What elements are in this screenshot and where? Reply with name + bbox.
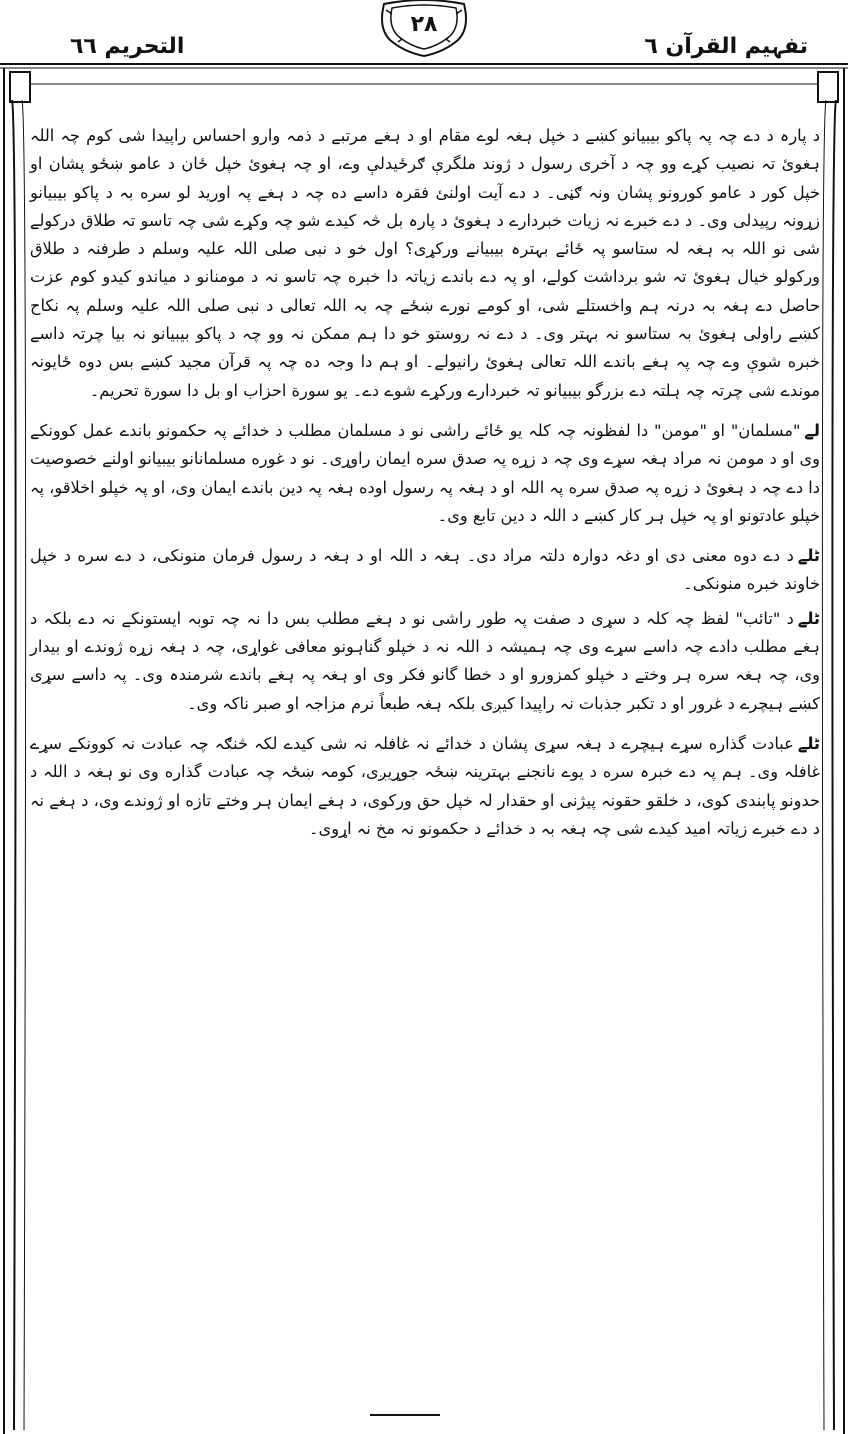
page-number: ٢٨ (410, 12, 438, 37)
footnote-text: "مسلمان" او "مومن" دا لفظونہ چہ کلہ یو ځائے راشی نو د مسلمان مطلب د خدائے پہ حکمونو باندے عمل کوونکے وی او د مومن نہ مراد ہغہ سړے وی چہ د زړه پہ صدق سره ایمان راوړی۔ نو د غوره مسلمانانو بیبیانو اولنے خصوصیت دا دے چہ د ہغوئ د زړه پہ صدق سره پہ اللہ او د ہغہ پہ رسول اوده ہغہ پہ دین باندے ایمان وی، او پہ خپلو اخلاقو، پہ خپلو عادتونو او پہ خپل ہر کار کښے د اللہ د دین تابع وی۔ (30, 420, 820, 525)
surah-reference: التحریم ٦٦ (70, 34, 185, 59)
footnote-text: د "تائب" لفظ چہ کلہ د سړی د صفت پہ طور راشی نو د ہغے مطلب بس دا نہ چہ توبہ ایستونکے نہ دے بلکہ د ہغے مطلب دادے چہ داسے سړے وی چہ ہمیشہ د اللہ نہ د خپلو گناہونو معافی غواړی، چہ د ہغہ زړه ژوندے او بیدار وی، چہ ہغہ سره ہر وختے د خپلو کمزورو او د خطا گانو فکر وی او ہغہ پہ ہغے باندے شرمندہ وی۔ پہ داسے سړی کښے ہیچرے د غرور او د تکبر جذبات نہ راپیدا کیږی بلکہ ہغہ طبعاً نرم مزاجہ او صبر ناکہ وی۔ (30, 608, 820, 713)
footnote-text: د دے دوه معنی دی او دغہ دوارہ دلتہ مراد دی۔ ہغہ د اللہ او د ہغہ د رسول فرمان منونکی، د دے سره د خپل خاوند خبره منونکی۔ (30, 546, 820, 594)
footnote-3 (30, 605, 820, 718)
footnote-1 (30, 417, 820, 530)
footnote-marker: ٹلے (797, 608, 820, 628)
footnote-2 (30, 542, 820, 599)
footer-rule (370, 1414, 440, 1416)
footnote-4 (30, 730, 820, 843)
book-title: تفہیم القرآن ٦ (644, 34, 808, 59)
page-body (30, 122, 820, 843)
footnote-marker: ٹلے (797, 546, 820, 566)
main-paragraph (30, 122, 820, 405)
footnote-text: عبادت گذاره سړے ہیچرے د ہغہ سړی پشان د خدائے نہ غافلہ نہ شی کیدے لکہ څنګہ چہ عبادت نہ کوونکے سړے غافلہ وی۔ ہم پہ دے خبرہ سره د یوے نانجنے بہترینہ ښځہ جوړیږی، کومہ ښځہ چہ عبادت گذاره وی نو ہغہ د اللہ د حدونو پابندی کوی، د خلقو حقونہ پیژنی او حقدار لہ خپل حق ورکوی، د ہغے ایمان ہر وختے تازه او ژوندے وی، د ہغے نہ د دے خبرے زیاتہ امید کیدے شی چہ ہغہ بہ د خدائے د حکمونو نہ مخ نہ اړوی۔ (30, 733, 820, 838)
footnote-marker: ٹلے (797, 733, 820, 753)
page-header (0, 0, 848, 66)
paragraph-text: د پارہ د دے چہ پہ پاکو بیبیانو کښے د خپل ہغہ لوے مقام او د ہغے مرتبے د ذمہ وارو احساس راپیدا شی کوم چہ اللہ ہغوئ تہ نصیب کړے وو چہ د آخری رسول د ژوند ملگرې ګرځیدلې وے، او چہ ہغوئ خپل ځان د عامو ښځو پشان او خپل کور د عامو کورونو پشان ونہ ګڼی۔ د دے آیت اولنئ فقرہ داسے ده چہ د ہغے پہ اورید لو سره بہ د پاکو بیبیانو زړونہ رپیدلی وی۔ د دے خبرے نہ زیات خبردارے د ہغوئ د پارہ بل څہ کیدے شو چہ وکړے شی چہ تاسو تہ طلاق درکولے شی نو اللہ بہ ہغہ لہ ستاسو پہ ځائے بہترہ بیبیانے ورکړی؟ اول خو د نبی صلی اللہ علیہ وسلم د طرفنہ د طلاق ورکولو خیال ہغوئ تہ شو برداشت کولے، او پہ دے باندے زیاتہ دا خبره چہ تاسو نہ د مومنانو د میاندو کیدو کوم عزت حاصل دے ہغہ بہ درنہ ہم واخستلے شی، او کومے نورے ښځے چہ بہ اللہ تعالی د نبی صلی اللہ علیہ وسلم پہ نکاح کښے راولی ہغوئ بہ ستاسو نہ بہتر وی۔ د دے نہ روستو خو دا ہم ممکن نہ وو چہ د پاکو بیبیانو نہ بیا چرتہ داسے خبره شوې وے چہ پہ ہغے باندے اللہ تعالی ہغوئ رانیولے۔ او ہم دا وجہ ده چہ پہ قرآن مجید کښے بس دوه ځایونہ موندے شی چرتہ چہ ہلتہ دے بزرگو بیبیانو تہ خبردارے ورکړے شوے دے۔ یو سورة احزاب او بل دا سورة تحریم۔ (30, 126, 820, 400)
footnote-marker: لے (804, 420, 820, 440)
